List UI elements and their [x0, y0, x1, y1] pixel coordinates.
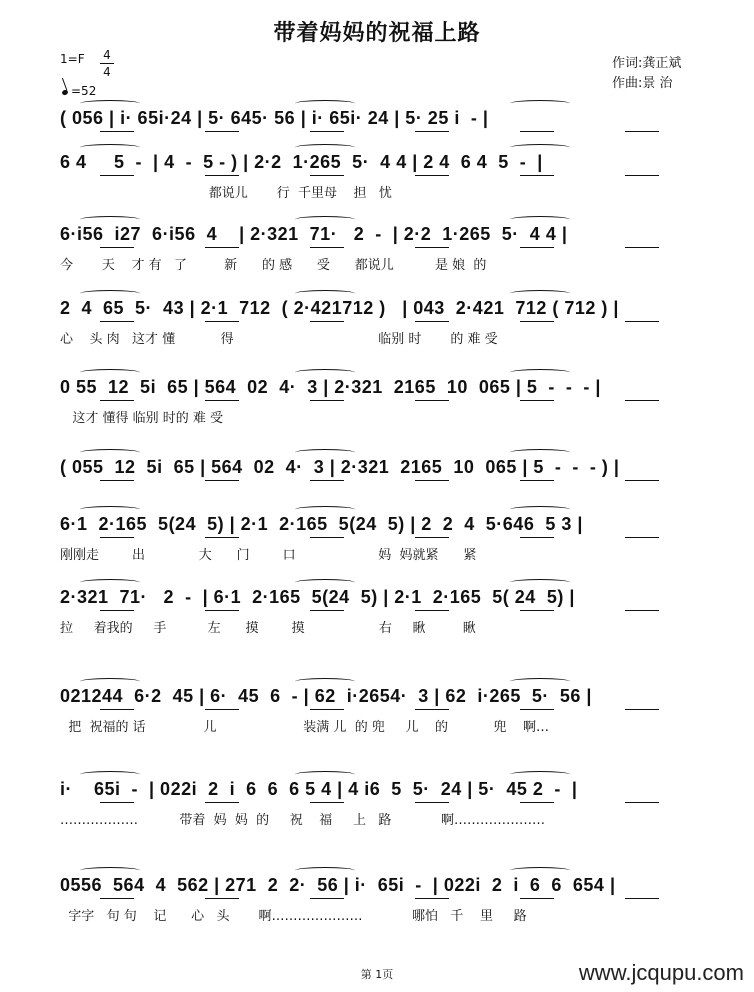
- notation-line: 6 4 5 - | 4 - 5 - ) | 2·2 1·265 5· 4 4 | 2 4 6 4 5 - |: [60, 152, 543, 172]
- slur-mark: [510, 144, 570, 151]
- watermark: www.jcqupu.com: [578, 960, 744, 985]
- slur-mark: [510, 678, 570, 685]
- slur-mark: [80, 100, 140, 107]
- beam-line: [310, 480, 344, 481]
- page-number: 第 1页: [360, 968, 394, 981]
- slur-mark: [510, 369, 570, 376]
- beam-line: [205, 400, 239, 401]
- beam-line: [310, 131, 344, 132]
- beam-line: [310, 537, 344, 538]
- notation-line: 2·321 71· 2 - | 6·1 2·165 5(24 5) | 2·1 2·165 5( 24 5) |: [60, 587, 575, 607]
- notation-line: 6·1 2·165 5(24 5) | 2·1 2·165 5(24 5) | 2 2 4 5·646 5 3 |: [60, 514, 583, 534]
- lyric-line: 今 天 才 有 了 新 的 感 受 都说儿 是 娘 的: [60, 258, 487, 273]
- beam-line: [415, 131, 449, 132]
- beam-line: [310, 898, 344, 899]
- song-title: 带着妈妈的祝福上路: [273, 21, 481, 46]
- slur-mark: [510, 449, 570, 456]
- beam-line: [415, 610, 449, 611]
- slur-mark: [510, 216, 570, 223]
- quarter-note-icon: [61, 89, 68, 96]
- beam-line: [625, 400, 659, 401]
- lyric-line: ……………… 带着 妈 妈 的 祝 福 上 路 啊…………………: [60, 813, 545, 828]
- slur-mark: [295, 771, 355, 778]
- key-signature: [60, 48, 111, 79]
- slur-mark: [80, 369, 140, 376]
- notation-line: 0 55 12 5i 65 | 564 02 4· 3 | 2·321 2165 10 065 | 5 - - - |: [60, 377, 601, 397]
- slur-mark: [80, 867, 140, 874]
- beam-line: [205, 175, 239, 176]
- lyric-line: 字字 句 句 记 心 头 啊………………… 哪怕 千 里 路: [60, 909, 527, 924]
- score-row: [60, 455, 714, 515]
- beam-line: [520, 709, 554, 710]
- beam-line: [310, 247, 344, 248]
- beam-line: [415, 400, 449, 401]
- score-row: [60, 873, 714, 933]
- lyric-line: 把 祝福的 话 儿 装满 儿 的 兜 儿 的 兜 啊…: [60, 720, 549, 735]
- notation-line: 0556 564 4 562 | 271 2 2· 56 | i· 65i - | 022i 2 i 6 6 654 |: [60, 875, 616, 895]
- slur-mark: [510, 867, 570, 874]
- tempo-mark: [62, 84, 96, 98]
- slur-mark: [295, 867, 355, 874]
- beam-line: [520, 537, 554, 538]
- score-row: [60, 512, 714, 572]
- beam-line: [415, 480, 449, 481]
- notation-line: ( 055 12 5i 65 | 564 02 4· 3 | 2·321 2165 10 065 | 5 - - - ) |: [60, 457, 620, 477]
- beam-line: [415, 321, 449, 322]
- beam-line: [520, 247, 554, 248]
- beam-line: [625, 898, 659, 899]
- credits: [612, 54, 681, 94]
- beam-line: [310, 709, 344, 710]
- slur-mark: [80, 290, 140, 297]
- slur-mark: [295, 100, 355, 107]
- time-top: 4: [103, 48, 111, 62]
- beam-line: [625, 537, 659, 538]
- beam-line: [205, 898, 239, 899]
- slur-mark: [80, 449, 140, 456]
- beam-line: [415, 802, 449, 803]
- beam-line: [100, 247, 134, 248]
- lyric-line: 这才 懂得 临别 时的 难 受: [60, 411, 224, 426]
- score-row: [60, 150, 714, 210]
- beam-line: [520, 131, 554, 132]
- beam-line: [205, 247, 239, 248]
- notation-line: i· 65i - | 022i 2 i 6 6 6 5 4 | 4 i6 5 5· 24 | 5· 45 2 - |: [60, 779, 578, 799]
- time-bottom: 4: [103, 65, 111, 79]
- slur-mark: [295, 216, 355, 223]
- time-signature: [100, 48, 114, 79]
- beam-line: [100, 709, 134, 710]
- score-row: [60, 375, 714, 435]
- beam-line: [625, 480, 659, 481]
- notation-line: 6·i56 i27 6·i56 4 | 2·321 71· 2 - | 2·2 1·265 5· 4 4 |: [60, 224, 568, 244]
- beam-line: [310, 400, 344, 401]
- slur-mark: [295, 579, 355, 586]
- beam-line: [415, 247, 449, 248]
- beam-line: [625, 321, 659, 322]
- beam-line: [100, 898, 134, 899]
- beam-line: [205, 709, 239, 710]
- composer: 作曲:景 治: [612, 76, 673, 91]
- lyric-line: 拉 着我的 手 左 摸 摸 右 瞅 瞅: [60, 621, 476, 636]
- lyricist: 作词:龚正斌: [612, 56, 682, 71]
- slur-mark: [80, 579, 140, 586]
- slur-mark: [510, 100, 570, 107]
- beam-line: [100, 480, 134, 481]
- beam-line: [100, 131, 134, 132]
- score-row: [60, 222, 714, 282]
- lyric-line: 刚刚走 出 大 门 口 妈 妈就紧 紧: [60, 548, 477, 563]
- slur-mark: [80, 506, 140, 513]
- lyric-line: 心 头 肉 这才 懂 得 临别 时 的 难 受: [60, 332, 498, 347]
- key-label: 1=F: [60, 52, 85, 66]
- beam-line: [520, 175, 554, 176]
- beam-line: [520, 321, 554, 322]
- beam-line: [625, 802, 659, 803]
- beam-line: [100, 175, 134, 176]
- beam-line: [310, 610, 344, 611]
- score-row: [60, 684, 714, 744]
- lyric-line: 都说儿 行 千里母 担 忧: [60, 186, 392, 201]
- beam-line: [520, 898, 554, 899]
- notation-line: 021244 6·2 45 | 6· 45 6 - | 62 i·2654· 3 | 62 i·265 5· 56 |: [60, 686, 592, 706]
- beam-line: [100, 610, 134, 611]
- beam-line: [625, 175, 659, 176]
- lyric-line: [60, 489, 714, 509]
- beam-line: [100, 400, 134, 401]
- beam-line: [205, 131, 239, 132]
- beam-line: [625, 610, 659, 611]
- slur-mark: [510, 506, 570, 513]
- beam-line: [205, 321, 239, 322]
- score-row: [60, 296, 714, 356]
- beam-line: [625, 247, 659, 248]
- slur-mark: [80, 678, 140, 685]
- slur-mark: [510, 771, 570, 778]
- slur-mark: [295, 290, 355, 297]
- tempo-value: =52: [71, 84, 97, 98]
- slur-mark: [295, 144, 355, 151]
- beam-line: [205, 480, 239, 481]
- beam-line: [415, 898, 449, 899]
- slur-mark: [510, 290, 570, 297]
- beam-line: [100, 321, 134, 322]
- beam-line: [415, 709, 449, 710]
- notation-line: 2 4 65 5· 43 | 2·1 712 ( 2·421712 ) | 043 2·421 712 ( 712 ) |: [60, 298, 619, 318]
- slur-mark: [510, 579, 570, 586]
- score-row: [60, 585, 714, 645]
- beam-line: [205, 802, 239, 803]
- beam-line: [415, 537, 449, 538]
- beam-line: [520, 802, 554, 803]
- beam-line: [310, 321, 344, 322]
- slur-mark: [80, 144, 140, 151]
- beam-line: [625, 709, 659, 710]
- score-row: [60, 777, 714, 837]
- slur-mark: [295, 449, 355, 456]
- beam-line: [205, 537, 239, 538]
- beam-line: [205, 610, 239, 611]
- beam-line: [100, 802, 134, 803]
- beam-line: [310, 175, 344, 176]
- beam-line: [520, 480, 554, 481]
- beam-line: [310, 802, 344, 803]
- slur-mark: [295, 678, 355, 685]
- beam-line: [415, 175, 449, 176]
- beam-line: [520, 400, 554, 401]
- beam-line: [625, 131, 659, 132]
- slur-mark: [295, 506, 355, 513]
- beam-line: [520, 610, 554, 611]
- notation-line: ( 056 | i· 65i·24 | 5· 645· 56 | i· 65i· 24 | 5· 25 i - |: [60, 108, 489, 128]
- slur-mark: [80, 216, 140, 223]
- slur-mark: [295, 369, 355, 376]
- slur-mark: [80, 771, 140, 778]
- beam-line: [100, 537, 134, 538]
